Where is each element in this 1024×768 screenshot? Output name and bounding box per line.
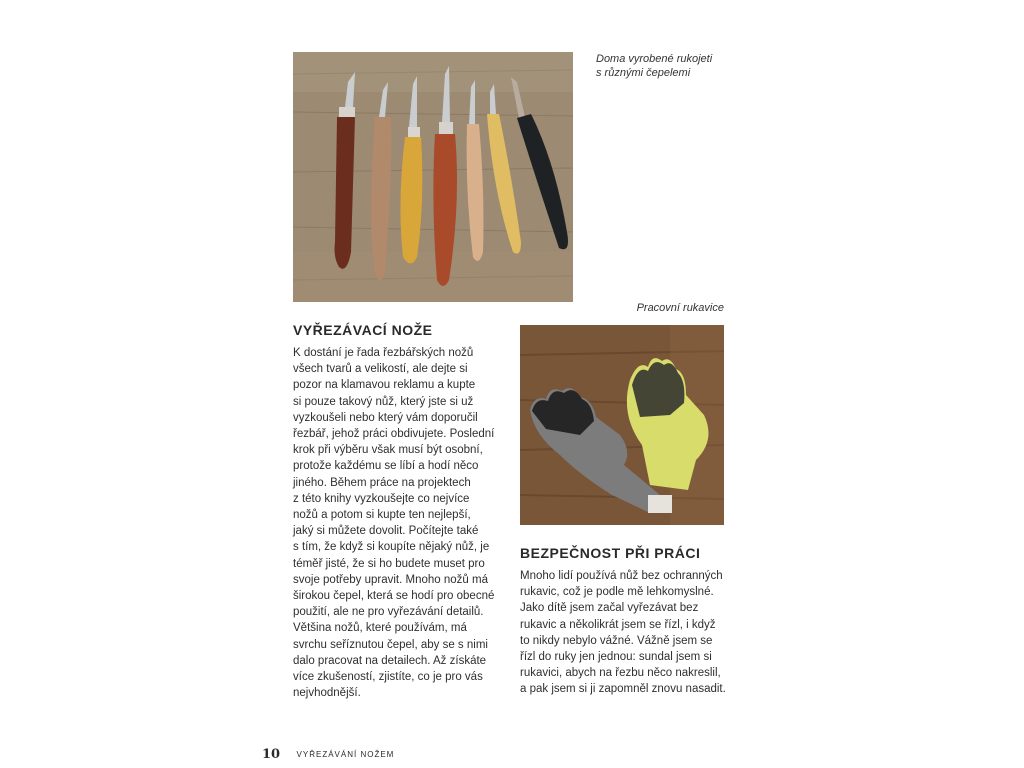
gloves-photo (520, 325, 724, 525)
text-line: svoje potřeby upravit. Mnoho nožů má (293, 573, 488, 586)
text-line: jaký si můžete dovolit. Počítejte také (293, 525, 479, 538)
running-head: VYŘEZÁVÁNÍ NOŽEM (296, 750, 395, 759)
text-line: nejvhodnější. (293, 687, 361, 700)
text-line: s tím, že když si koupíte nějaký nůž, je (293, 541, 490, 554)
page-number: 10 (262, 747, 281, 762)
text-line: protože každému se líbí a hodí něco (293, 460, 479, 473)
text-line: rukavici, abych na řezbu něco nakreslil, (520, 667, 721, 680)
knives-caption (596, 52, 736, 80)
body-text-safety (520, 568, 730, 698)
text-line: si pouze takový nůž, který jste si už (293, 395, 474, 408)
section-heading-knives: VYŘEZÁVACÍ NOŽE (293, 322, 433, 338)
text-line: to nikdy nebylo vážné. Vážně jsem se (520, 634, 713, 647)
text-line: pozor na klamavou reklamu a kupte (293, 379, 476, 392)
text-line: K dostání je řada řezbářských nožů (293, 347, 474, 359)
text-line: téměř jisté, že si ho budete muset pro (293, 557, 485, 570)
text-line: Většina nožů, které používám, má (293, 622, 467, 635)
text-line: řezbář, jehož práci obdivujete. Poslední (293, 428, 495, 441)
text-line: rukavic, což je podle mě lehkomyslné. (520, 586, 714, 599)
text-line: krok při výběru však musí být osobní, (293, 444, 483, 457)
section-heading-safety: BEZPEČNOST PŘI PRÁCI (520, 545, 701, 561)
text-line: Mnoho lidí používá nůž bez ochranných (520, 570, 723, 582)
text-line: Jako dítě jsem začal vyřezávat bez (520, 602, 699, 615)
text-line: vyzkoušeli nebo který vám doporučil (293, 411, 478, 424)
text-line: použití, ale ne pro vyřezávání detailů. (293, 606, 484, 619)
text-line: a pak jsem si ji zapomněl znovu nasadit. (520, 683, 726, 696)
text-line: z této knihy vyzkoušejte co nejvíce (293, 492, 470, 505)
text-line: více zkušeností, zjistíte, co je pro vás (293, 671, 483, 684)
text-line: jiného. Během práce na projektech (293, 476, 471, 489)
caption-line: Doma vyrobené rukojeti (596, 53, 713, 65)
knives-photo (293, 52, 573, 302)
body-text-knives (293, 345, 503, 701)
text-line: nožů a potom si kupte ten nejlepší, (293, 509, 471, 522)
page-footer (262, 745, 394, 763)
text-line: rukavic a několikrát jsem se řízl, i když (520, 618, 716, 631)
caption-line: s různými čepelemi (596, 67, 691, 79)
gloves-caption: Pracovní rukavice (636, 302, 724, 314)
text-line: širokou čepel, která se hodí pro obecné (293, 590, 495, 603)
text-line: svrchu seříznutou čepel, aby se s nimi (293, 638, 488, 651)
text-line: řízl do ruky jen jednou: sundal jsem si (520, 651, 712, 664)
text-line: všech tvarů a velikostí, ale dejte si (293, 363, 468, 376)
text-line: dalo pracovat na detailech. Až získáte (293, 654, 487, 667)
